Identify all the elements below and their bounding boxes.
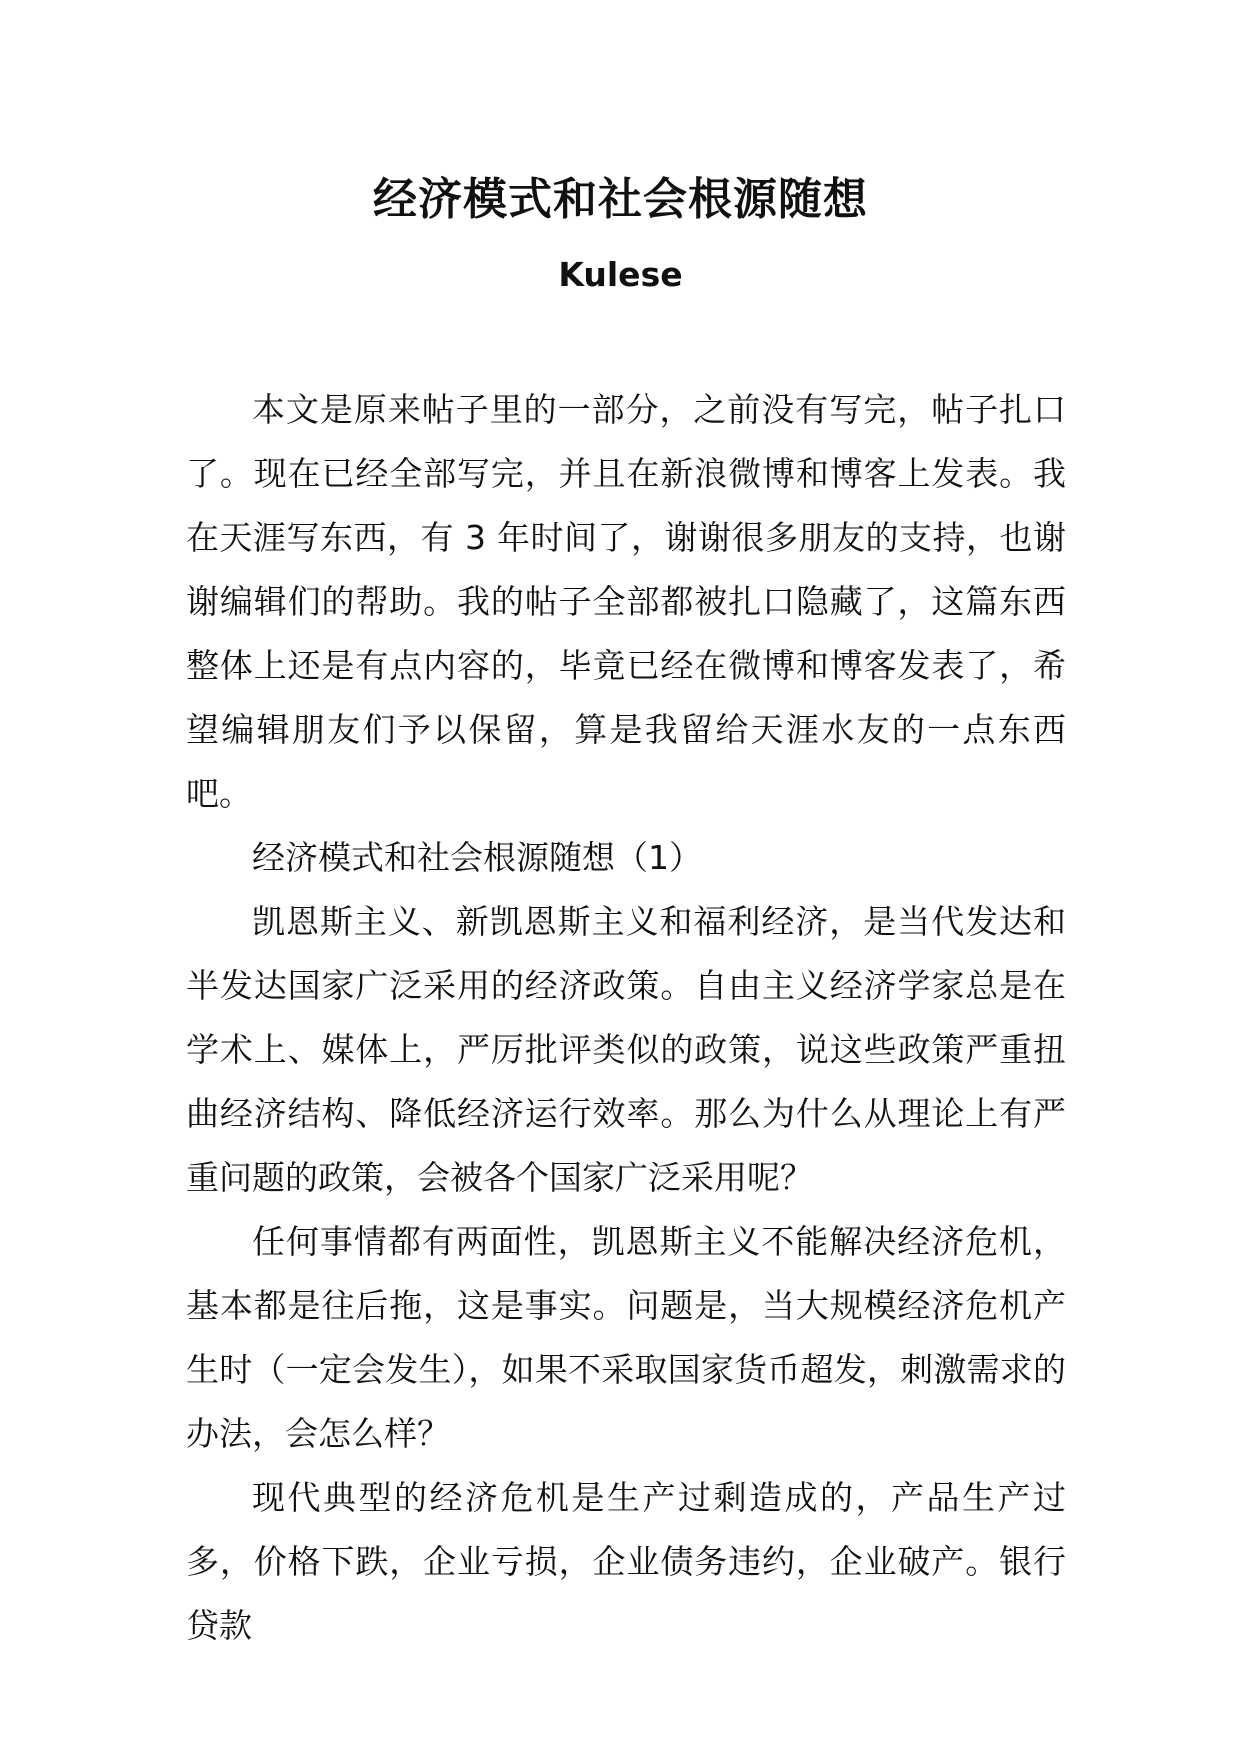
document-title: 经济模式和社会根源随想: [373, 174, 868, 225]
paragraph-keynesian: 凯恩斯主义、新凯恩斯主义和福利经济，是当代发达和半发达国家广泛采用的经济政策。自由主义经济学家总是在学术上、媒体上，严厉批评类似的政策，说这些政策严重扭曲经济结构、降低经济运行效率。那么为什么从理论上有严重问题的政策，会被各个国家广泛采用呢？: [186, 902, 1066, 1197]
document-author: Kulese: [558, 255, 683, 294]
paragraph-intro: 本文是原来帖子里的一部分，之前没有写完，帖子扎口了。现在已经全部写完，并且在新浪微博和博客上发表。我在天涯写东西，有 3 年时间了，谢谢很多朋友的支持，也谢谢编辑们的帮助。我的帖子全部都被扎口隐藏了，这篇东西整体上还是有点内容的，毕竟已经在微博和博客发表了，希望编辑朋友们予以保留，算是我留给天涯水友的一点东西吧。: [186, 390, 1066, 813]
document-body: [186, 378, 1066, 1658]
paragraph-two-sides: 任何事情都有两面性，凯恩斯主义不能解决经济危机，基本都是往后拖，这是事实。问题是，当大规模经济危机产生时（一定会发生），如果不采取国家货币超发，刺激需求的办法，会怎么样？: [186, 1222, 1066, 1453]
paragraph-overproduction: 现代典型的经济危机是生产过剩造成的，产品生产过多，价格下跌，企业亏损，企业债务违约，企业破产。银行贷款: [186, 1478, 1066, 1645]
section-heading: 经济模式和社会根源随想（1）: [252, 838, 702, 877]
